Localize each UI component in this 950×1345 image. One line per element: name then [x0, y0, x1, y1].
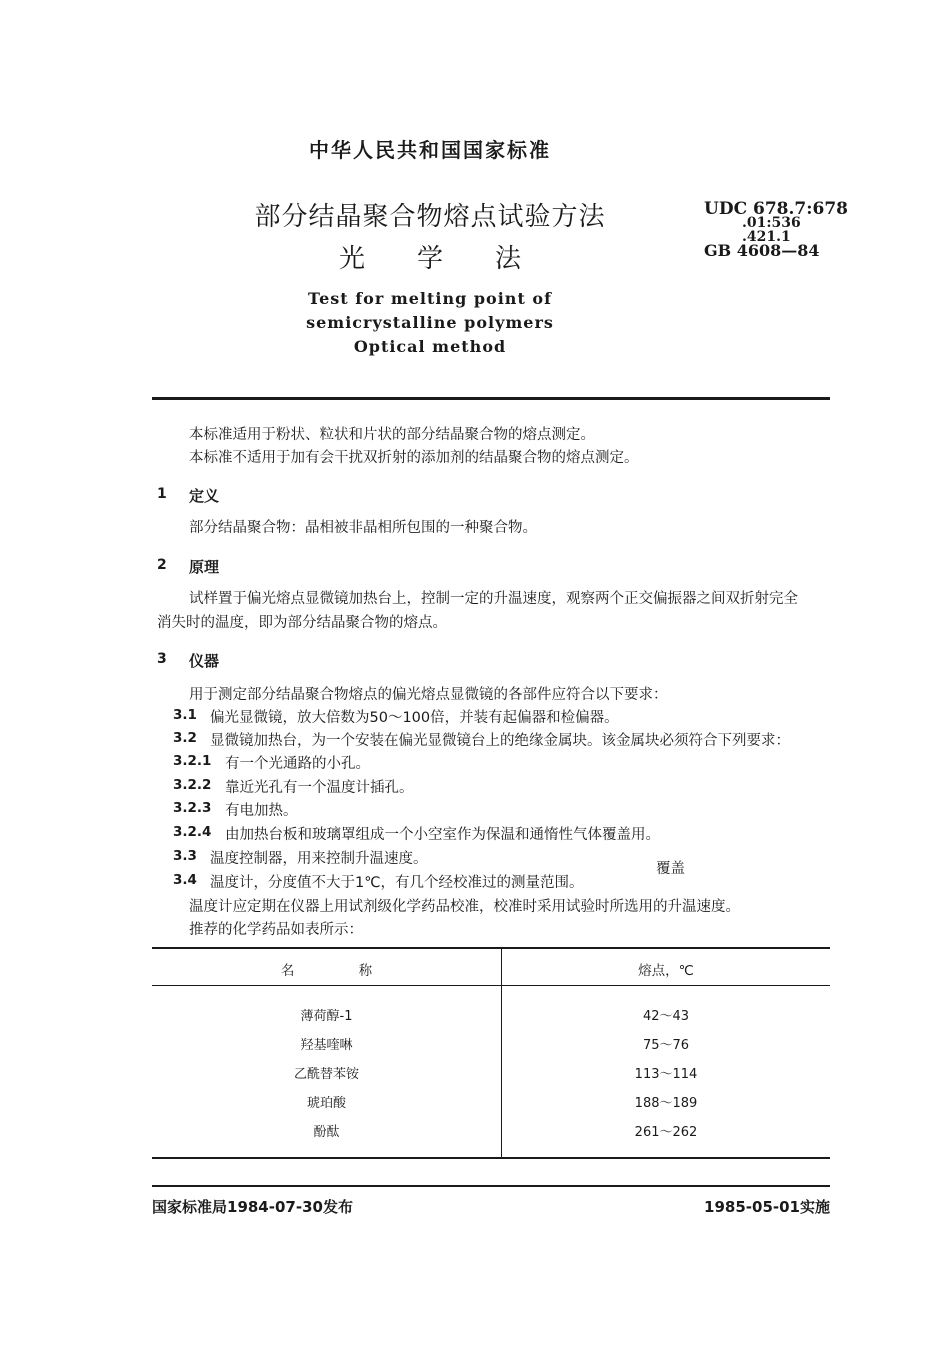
- item-number: 3.2.4: [173, 824, 212, 840]
- item-text: 温度计，分度值不大于1℃，有几个经校准过的测量范围。: [210, 875, 584, 891]
- section-title-definition: 定义: [189, 487, 220, 505]
- table-cell-melting-point: 75～76: [642, 1038, 690, 1053]
- gb-standard-number: GB 4608—84: [704, 241, 820, 260]
- udc-classification: [704, 199, 849, 260]
- issued-date: 国家标准局1984-07-30发布: [152, 1198, 353, 1216]
- section-number: 2: [157, 557, 167, 573]
- item-text: 温度控制器，用来控制升温速度。: [210, 851, 428, 867]
- table-header-divider: [152, 985, 830, 986]
- item-number: 3.2.2: [173, 777, 212, 793]
- section-title-apparatus: 仪器: [189, 652, 220, 670]
- document-title: 部分结晶聚合物熔点试验方法: [254, 202, 606, 232]
- table-header-melting-point: 熔点，℃: [638, 963, 694, 979]
- udc-code: UDC 678.7:678: [704, 199, 849, 219]
- table-cell-name: 乙酰替苯铵: [293, 1067, 359, 1082]
- table-cell-melting-point: 261～262: [634, 1125, 698, 1140]
- table-cell-name: 薄荷醇-1: [300, 1009, 353, 1024]
- item-number: 3.2: [173, 730, 197, 746]
- definition-text: 部分结晶聚合物：晶相被非晶相所包围的一种聚合物。: [189, 520, 537, 536]
- standard-type-heading: 中华人民共和国国家标准: [309, 138, 551, 162]
- document-subtitle: 光学法: [338, 244, 573, 274]
- scope-paragraph: 本标准适用于粉状、粒状和片状的部分结晶聚合物的熔点测定。: [189, 427, 595, 443]
- item-number: 3.2.1: [173, 753, 212, 769]
- table-cell-melting-point: 188～189: [634, 1096, 698, 1111]
- item-number: 3.2.3: [173, 800, 212, 816]
- item-text: 靠近光孔有一个温度计插孔。: [225, 780, 414, 796]
- table-cell-name: 羟基喹啉: [300, 1038, 353, 1053]
- apparatus-intro: 用于测定部分结晶聚合物熔点的偏光熔点显微镜的各部件应符合以下要求：: [189, 687, 668, 703]
- scope-paragraph: 本标准不适用于加有会干扰双折射的添加剂的结晶聚合物的熔点测定。: [189, 450, 639, 466]
- item-number: 3.1: [173, 707, 197, 723]
- english-title-line: Test for melting point of: [308, 289, 552, 308]
- principle-text-line: 试样置于偏光熔点显微镜加热台上，控制一定的升温速度，观察两个正交偏振器之间双折射完全: [189, 591, 798, 607]
- table-cell-melting-point: 113～114: [634, 1067, 698, 1082]
- item-text: 有一个光通路的小孔。: [225, 756, 370, 772]
- principle-text-line: 消失时的温度，即为部分结晶聚合物的熔点。: [157, 615, 447, 631]
- table-cell-name: 酚酞: [313, 1125, 340, 1140]
- item-number: 3.3: [173, 848, 197, 864]
- section-number: 1: [157, 486, 167, 502]
- item-number: 3.4: [173, 872, 197, 888]
- section-number: 3: [157, 651, 167, 667]
- table-header-name: 名 称: [280, 963, 403, 979]
- handwritten-annotation: 覆盖: [656, 861, 685, 877]
- udc-code-continued: .421.1: [742, 229, 791, 245]
- udc-code-continued: .01:536: [742, 215, 801, 231]
- item-text: 有电加热。: [225, 803, 298, 819]
- table-cell-melting-point: 42～43: [642, 1009, 690, 1024]
- english-title-line: semicrystalline polymers: [306, 313, 554, 332]
- footer-divider: [152, 1185, 830, 1187]
- english-title-line: Optical method: [353, 337, 507, 356]
- item-text: 显微镜加热台，为一个安装在偏光显微镜台上的绝缘金属块。该金属块必须符合下列要求：: [210, 733, 790, 749]
- effective-date: 1985-05-01实施: [704, 1198, 830, 1216]
- header-divider: [152, 397, 830, 400]
- calibration-note: 温度计应定期在仪器上用试剂级化学药品校准，校准时采用试验时所选用的升温速度。: [189, 899, 740, 915]
- reference-chemicals-table: [152, 947, 830, 1159]
- item-text: 偏光显微镜，放大倍数为50～100倍，并装有起偏器和检偏器。: [210, 710, 619, 726]
- table-cell-name: 琥珀酸: [306, 1096, 346, 1111]
- item-text: 由加热台板和玻璃罩组成一个小空室作为保温和通惰性气体覆盖用。: [225, 827, 660, 843]
- table-intro: 推荐的化学药品如表所示：: [189, 922, 363, 938]
- section-title-principle: 原理: [189, 558, 220, 576]
